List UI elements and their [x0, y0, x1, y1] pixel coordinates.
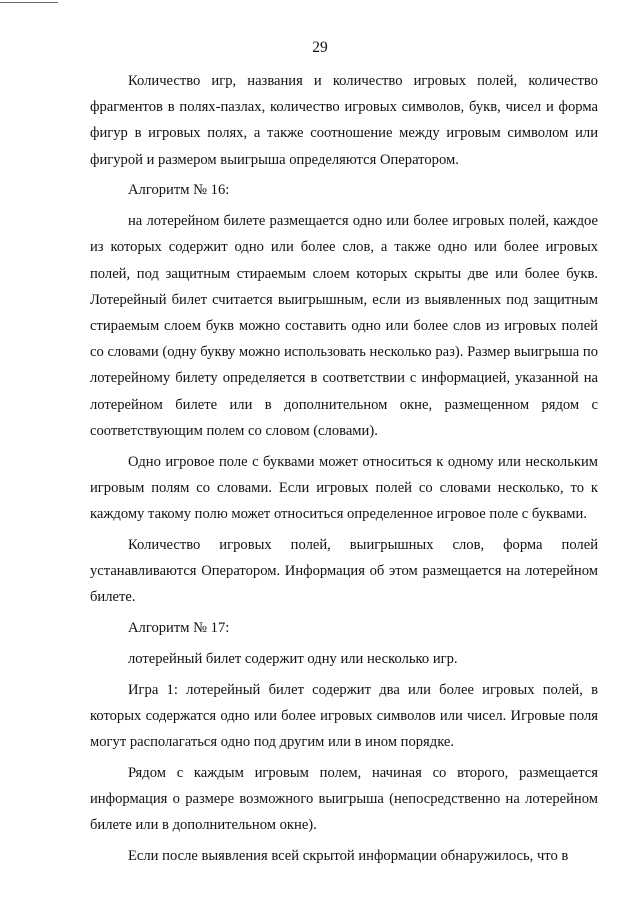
paragraph-algorithm-17-intro: лотерейный билет содержит одну или несколько игр.	[128, 650, 458, 667]
paragraph-quantities: Количество игр, названия и количество игровых полей, количество фрагментов в полях-пазлах, количество игровых символов, букв, чисел и форма фигур в игровых полях, а также соотношение между игровым символом или фигурой и размером выигрыша определяются Оператором.	[90, 73, 598, 168]
paragraph-algorithm-16-description: на лотерейном билете размещается одно или более игровых полей, каждое из которых содержит одно или более слов, а также одно или более игровых полей, под защитным стираемым слоем которых скрыты две или более букв. Лотерейный билет считается выигрышным, если из выявленных под защитным стираемым слоем букв можно составить одно или более слов из игровых полей со словами (одну букву можно использовать несколько раз). Размер выигрыша по лотерейному билету определяется в соответствии с информацией, указанной на лотерейном билете или в дополнительном окне, размещенном рядом с соответствующим полем со словом (словами).	[90, 213, 598, 439]
document-body	[90, 68, 598, 874]
heading-algorithm-17: Алгоритм № 17:	[128, 620, 230, 637]
page-number: 29	[312, 39, 328, 56]
heading-algorithm-16: Алгоритм № 16:	[128, 182, 230, 199]
scan-edge-line	[0, 2, 58, 3]
paragraph-letter-field-relation: Одно игровое поле с буквами может относиться к одному или нескольким игровым полям со словами. Если игровых полей со словами несколько, то к каждому такому полю может относиться определенное игровое поле с буквами.	[90, 453, 598, 523]
paragraph-hidden-info: Если после выявления всей скрытой информации обнаружилось, что в	[128, 848, 569, 865]
paragraph-game-1: Игра 1: лотерейный билет содержит два или более игровых полей, в которых содержатся одно или более игровых символов или чисел. Игровые поля могут располагаться одно под другим или в ином порядке.	[90, 681, 598, 751]
paragraph-field-count: Количество игровых полей, выигрышных слов, форма полей устанавливаются Оператором. Информация об этом размещается на лотерейном билете.	[90, 536, 598, 606]
paragraph-prize-info: Рядом с каждым игровым полем, начиная со второго, размещается информация о размере возможного выигрыша (непосредственно на лотерейном билете или в дополнительном окне).	[90, 764, 598, 834]
